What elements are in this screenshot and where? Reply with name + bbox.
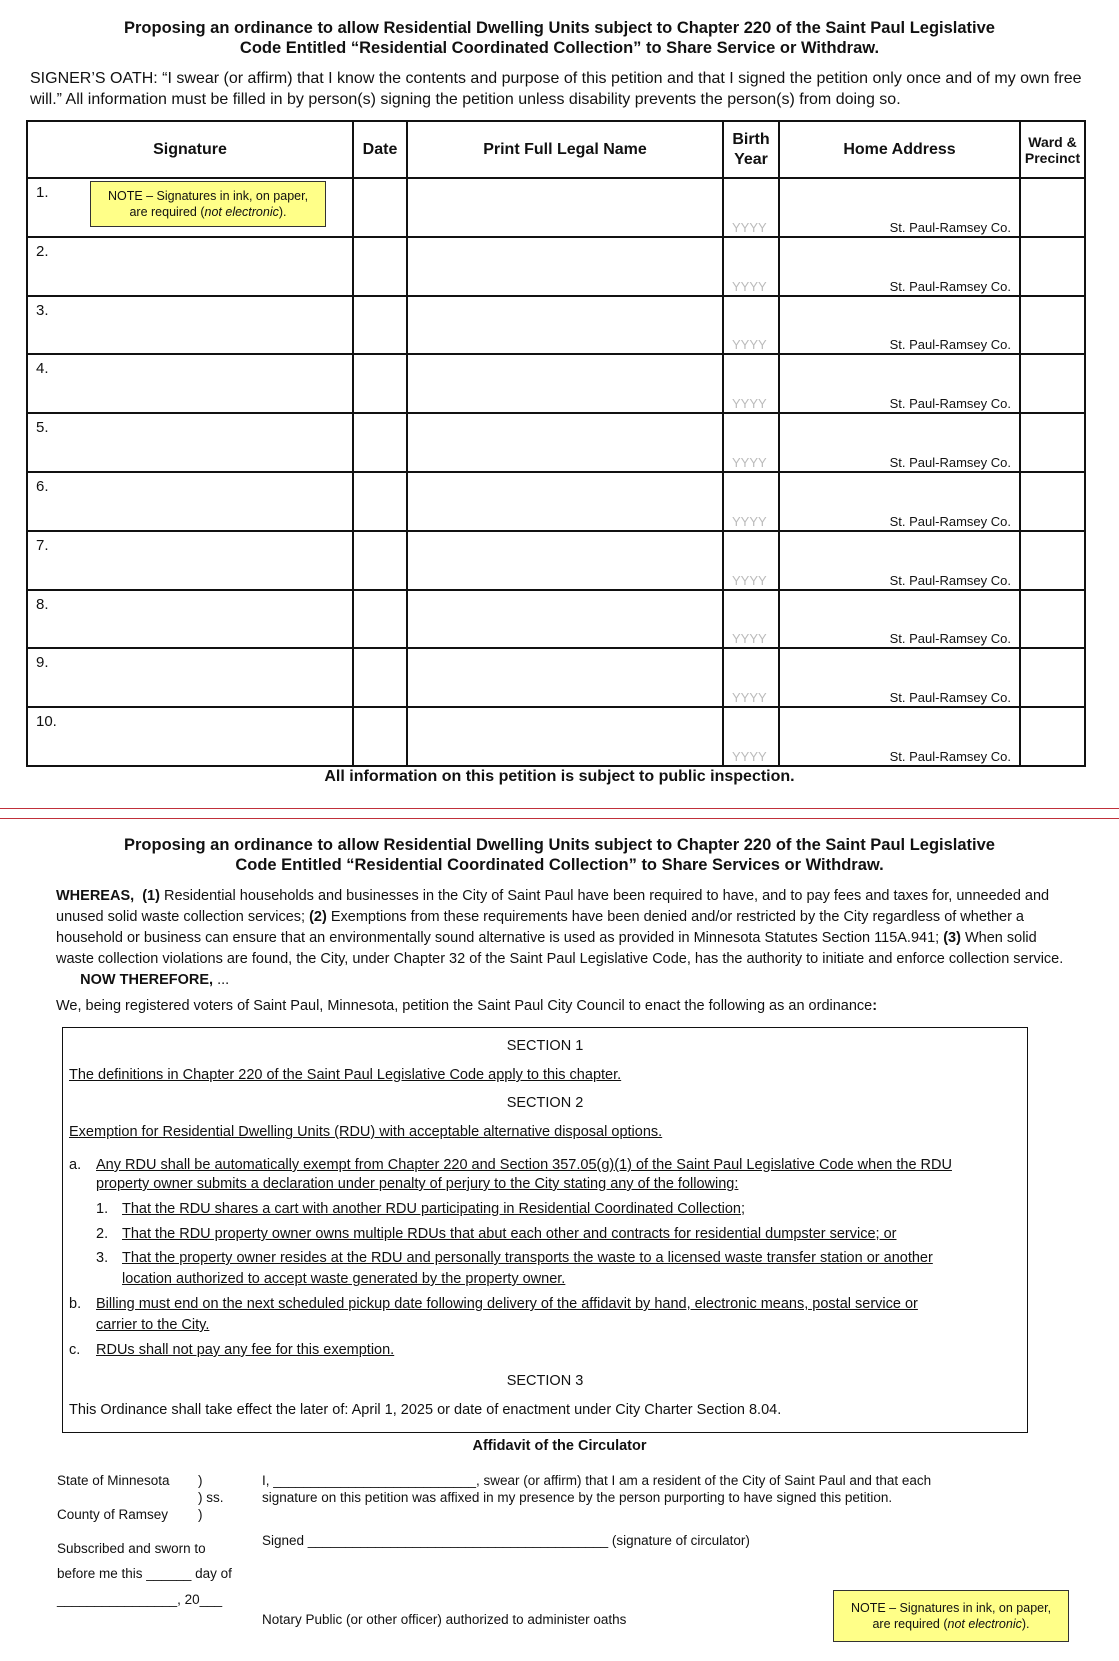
- circulator-signature-field[interactable]: Signed ________________________________________ (signature of circulator): [262, 1533, 750, 1548]
- home-address-cell[interactable]: [779, 413, 1020, 472]
- signers-oath: SIGNER’S OATH: “I swear (or affirm) that I know the contents and purpose of this petition and that I signed the petition only once and of my own free will.” All information must be filled in by person(s) signing the petition unless disability prevents the person(s) from doing so.: [30, 70, 1082, 108]
- signature-cell[interactable]: [27, 296, 353, 355]
- item-c-label: c.: [69, 1342, 81, 1358]
- table-row: [27, 413, 1085, 472]
- petition-statement-text: We, being registered voters of Saint Paul, Minnesota, petition the Saint Paul City Council to enact the following as an ordinance: [56, 998, 873, 1014]
- petition-title: [0, 18, 1119, 58]
- section-1-heading: SECTION 1: [506, 1038, 584, 1054]
- city-county-label: St. Paul-Ramsey Co.: [889, 278, 1011, 294]
- item-3-label: 3.: [96, 1250, 109, 1266]
- birth-year-cell[interactable]: [723, 648, 779, 707]
- signature-cell[interactable]: [27, 707, 353, 766]
- signature-cell[interactable]: [27, 178, 353, 237]
- signature-cell[interactable]: [27, 354, 353, 413]
- whereas-text-3: When solid waste collection violations are found, the City, under Chapter 32 of the Saint Paul Legislative Code, has the authority to initiate and enforce collection service.: [56, 930, 1064, 967]
- item-1-label: 1.: [96, 1201, 109, 1217]
- name-cell[interactable]: [407, 648, 723, 707]
- note-bottom-line2: are required (not electronic).: [872, 1617, 1030, 1631]
- birth-year-placeholder: YYYY: [732, 690, 767, 706]
- table-row: [27, 531, 1085, 590]
- date-cell[interactable]: [353, 707, 407, 766]
- section-2-heading: SECTION 2: [506, 1095, 584, 1111]
- birth-year-cell[interactable]: [723, 354, 779, 413]
- signature-cell[interactable]: [27, 472, 353, 531]
- header-birth-year: Birth Year: [723, 121, 779, 178]
- table-row: [27, 472, 1085, 531]
- item-1-text: That the RDU shares a cart with another RDU participating in Residential Coordinated Collection;: [122, 1201, 745, 1217]
- ward-precinct-cell[interactable]: [1020, 178, 1085, 237]
- home-address-cell[interactable]: [779, 590, 1020, 649]
- birth-year-placeholder: YYYY: [732, 631, 767, 647]
- affidavit-state: State of Minnesota: [57, 1473, 170, 1488]
- birth-year-placeholder: YYYY: [732, 748, 767, 764]
- signature-cell[interactable]: [27, 590, 353, 649]
- city-county-label: St. Paul-Ramsey Co.: [889, 396, 1011, 412]
- birth-year-placeholder: YYYY: [732, 278, 767, 294]
- circulator-oath-line1[interactable]: I, ___________________________, swear (or affirm) that I am a resident of the City of Saint Paul and that each: [262, 1473, 932, 1488]
- whereas-text-1: Residential households and businesses in the City of Saint Paul have been required to have, and to pay fees and taxes for, unneeded and unused solid waste collection services;: [56, 888, 1050, 925]
- item-b-line2: carrier to the City.: [96, 1317, 210, 1333]
- section-3-heading: SECTION 3: [506, 1373, 584, 1389]
- item-a-line1: Any RDU shall be automatically exempt from Chapter 220 and Section 357.05(g)(1) of the Saint Paul Legislative Code when the RDU: [96, 1157, 952, 1173]
- row-number: 3.: [36, 301, 49, 319]
- table-row: [27, 296, 1085, 355]
- birth-year-cell[interactable]: [723, 531, 779, 590]
- whereas-num-2: (2): [309, 909, 327, 925]
- cut-line-top: [0, 808, 1119, 809]
- ordinance-box: [62, 1027, 1028, 1433]
- signature-cell[interactable]: [27, 413, 353, 472]
- header-home-address: Home Address: [779, 121, 1020, 178]
- table-header-row: [27, 121, 1085, 178]
- date-cell[interactable]: [353, 472, 407, 531]
- birth-year-placeholder: YYYY: [732, 454, 767, 470]
- city-county-label: St. Paul-Ramsey Co.: [889, 513, 1011, 529]
- birth-year-placeholder: YYYY: [732, 396, 767, 412]
- city-county-label: St. Paul-Ramsey Co.: [889, 690, 1011, 706]
- home-address-cell[interactable]: [779, 648, 1020, 707]
- whereas-text-2: Exemptions from these requirements have been denied and/or restricted by the City regardless of whether a household or business can ensure that an environmentally sound alternative is used as provided in Minnesota Statutes Section 115A.941;: [56, 909, 1024, 946]
- header-ward-precinct: Ward & Precinct: [1020, 121, 1085, 178]
- birth-year-placeholder: YYYY: [732, 572, 767, 588]
- name-cell[interactable]: [407, 472, 723, 531]
- date-cell[interactable]: [353, 413, 407, 472]
- now-therefore: NOW THEREFORE,: [80, 972, 214, 988]
- ordinance-title-line2: Code Entitled “Residential Coordinated Collection” to Share Services or Withdraw.: [235, 856, 884, 874]
- petition-title-line1: Proposing an ordinance to allow Residential Dwelling Units subject to Chapter 220 of the Saint Paul Legislative: [124, 19, 995, 37]
- date-cell[interactable]: [353, 531, 407, 590]
- ward-precinct-cell[interactable]: [1020, 707, 1085, 766]
- birth-year-cell[interactable]: [723, 413, 779, 472]
- item-a-label: a.: [69, 1157, 82, 1173]
- whereas-num-1: (1): [142, 888, 160, 904]
- city-county-label: St. Paul-Ramsey Co.: [889, 748, 1011, 764]
- affidavit-county: County of Ramsey: [57, 1507, 169, 1522]
- table-row: [27, 178, 1085, 237]
- item-c-text: RDUs shall not pay any fee for this exemption.: [96, 1342, 395, 1358]
- name-cell[interactable]: [407, 354, 723, 413]
- date-cell[interactable]: [353, 178, 407, 237]
- now-therefore-ellipsis: ...: [217, 972, 230, 988]
- whereas-clause: [56, 886, 1076, 991]
- signature-cell[interactable]: [27, 531, 353, 590]
- signature-cell[interactable]: [27, 648, 353, 707]
- section-2-subheading: Exemption for Residential Dwelling Units (RDU) with acceptable alternative disposal options.: [69, 1124, 663, 1140]
- affidavit-paren-2: ): [198, 1507, 203, 1522]
- item-b-line1: Billing must end on the next scheduled pickup date following delivery of the affidavit by hand, electronic means, postal service or: [96, 1296, 918, 1312]
- ward-precinct-cell[interactable]: [1020, 237, 1085, 296]
- date-cell[interactable]: [353, 648, 407, 707]
- note-bottom-line1: NOTE – Signatures in ink, on paper,: [850, 1601, 1052, 1615]
- petition-statement-colon: :: [872, 998, 878, 1014]
- row-number: 6.: [36, 477, 49, 495]
- signature-cell[interactable]: [27, 237, 353, 296]
- ward-precinct-cell[interactable]: [1020, 590, 1085, 649]
- affidavit-title: Affidavit of the Circulator: [472, 1438, 647, 1454]
- city-county-label: St. Paul-Ramsey Co.: [889, 631, 1011, 647]
- section-3-text: This Ordinance shall take effect the later of: April 1, 2025 or date of enactment under City Charter Section 8.04.: [69, 1402, 782, 1418]
- row-number: 9.: [36, 654, 49, 672]
- date-cell[interactable]: [353, 590, 407, 649]
- cut-line-bottom: [0, 818, 1119, 819]
- name-cell[interactable]: [407, 237, 723, 296]
- ordinance-title-line1: Proposing an ordinance to allow Residential Dwelling Units subject to Chapter 220 of the Saint Paul Legislative: [124, 836, 995, 854]
- ward-precinct-cell[interactable]: [1020, 648, 1085, 707]
- item-3-line1: That the property owner resides at the RDU and personally transports the waste to a licensed waste transfer station or another: [122, 1250, 933, 1266]
- birth-year-cell[interactable]: [723, 296, 779, 355]
- table-row: [27, 237, 1085, 296]
- item-b-label: b.: [69, 1296, 82, 1312]
- item-a-line2: property owner submits a declaration under penalty of perjury to the City stating any of the following:: [96, 1176, 739, 1192]
- name-cell[interactable]: [407, 178, 723, 237]
- home-address-cell[interactable]: [779, 472, 1020, 531]
- notary-public-label: Notary Public (or other officer) authorized to administer oaths: [262, 1612, 627, 1627]
- city-county-label: St. Paul-Ramsey Co.: [889, 219, 1011, 235]
- row-number: 8.: [36, 595, 49, 613]
- birth-year-placeholder: YYYY: [732, 219, 767, 235]
- item-3-line2: location authorized to accept waste generated by the property owner.: [122, 1271, 566, 1287]
- name-cell[interactable]: [407, 296, 723, 355]
- petition-title-line2: Code Entitled “Residential Coordinated Collection” to Share Service or Withdraw.: [239, 39, 880, 57]
- ward-precinct-cell[interactable]: [1020, 413, 1085, 472]
- city-county-label: St. Paul-Ramsey Co.: [889, 337, 1011, 353]
- affidavit-ss: ) ss.: [198, 1490, 224, 1505]
- home-address-cell[interactable]: [779, 237, 1020, 296]
- birth-year-cell[interactable]: [723, 178, 779, 237]
- row-number: 4.: [36, 360, 49, 378]
- date-cell[interactable]: [353, 237, 407, 296]
- birth-year-cell[interactable]: [723, 590, 779, 649]
- ink-signature-note-bottom: [833, 1590, 1069, 1642]
- header-signature: Signature: [27, 121, 353, 178]
- city-county-label: St. Paul-Ramsey Co.: [889, 454, 1011, 470]
- row-number: 1.: [36, 184, 49, 201]
- date-cell[interactable]: [353, 296, 407, 355]
- ordinance-title: [0, 835, 1119, 875]
- name-cell[interactable]: [407, 531, 723, 590]
- whereas-label: WHEREAS,: [56, 888, 135, 904]
- home-address-cell[interactable]: [779, 178, 1020, 237]
- notary-year-field[interactable]: ________________, 20___: [57, 1592, 223, 1607]
- ward-precinct-cell[interactable]: [1020, 296, 1085, 355]
- name-cell[interactable]: [407, 413, 723, 472]
- home-address-cell[interactable]: [779, 531, 1020, 590]
- ward-precinct-cell[interactable]: [1020, 531, 1085, 590]
- item-2-label: 2.: [96, 1226, 109, 1242]
- home-address-cell[interactable]: [779, 296, 1020, 355]
- signature-table: [26, 120, 1086, 767]
- name-cell[interactable]: [407, 590, 723, 649]
- subscribed-sworn: Subscribed and sworn to: [57, 1541, 206, 1556]
- birth-year-cell[interactable]: [723, 237, 779, 296]
- public-inspection-notice: All information on this petition is subject to public inspection.: [324, 768, 795, 785]
- city-county-label: St. Paul-Ramsey Co.: [889, 572, 1011, 588]
- affidavit-paren-1: ): [198, 1473, 203, 1488]
- birth-year-placeholder: YYYY: [732, 337, 767, 353]
- header-name: Print Full Legal Name: [407, 121, 723, 178]
- ink-signature-note: NOTE – Signatures in ink, on paper, are required (not electronic).: [90, 181, 326, 227]
- petition-statement: [56, 998, 1076, 1014]
- home-address-cell[interactable]: [779, 354, 1020, 413]
- name-cell[interactable]: [407, 707, 723, 766]
- table-row: [27, 590, 1085, 649]
- table-row: [27, 354, 1085, 413]
- table-row: [27, 648, 1085, 707]
- whereas-num-3: (3): [943, 930, 961, 946]
- birth-year-placeholder: YYYY: [732, 513, 767, 529]
- birth-year-cell[interactable]: [723, 472, 779, 531]
- birth-year-cell[interactable]: [723, 707, 779, 766]
- home-address-cell[interactable]: [779, 707, 1020, 766]
- date-cell[interactable]: [353, 354, 407, 413]
- circulator-oath-line2: signature on this petition was affixed in my presence by the person purporting to have signed this petition.: [262, 1490, 893, 1505]
- row-number: 5.: [36, 419, 49, 437]
- ward-precinct-cell[interactable]: [1020, 472, 1085, 531]
- notary-day-field[interactable]: before me this ______ day of: [57, 1566, 232, 1581]
- item-2-text: That the RDU property owner owns multiple RDUs that abut each other and contracts for residential dumpster service; or: [122, 1226, 897, 1242]
- header-date: Date: [353, 121, 407, 178]
- row-number: 10.: [36, 713, 57, 731]
- section-1-text: The definitions in Chapter 220 of the Saint Paul Legislative Code apply to this chapter.: [69, 1067, 622, 1083]
- row-number: 7.: [36, 536, 49, 554]
- row-number: 2.: [36, 242, 49, 260]
- table-row: [27, 707, 1085, 766]
- ward-precinct-cell[interactable]: [1020, 354, 1085, 413]
